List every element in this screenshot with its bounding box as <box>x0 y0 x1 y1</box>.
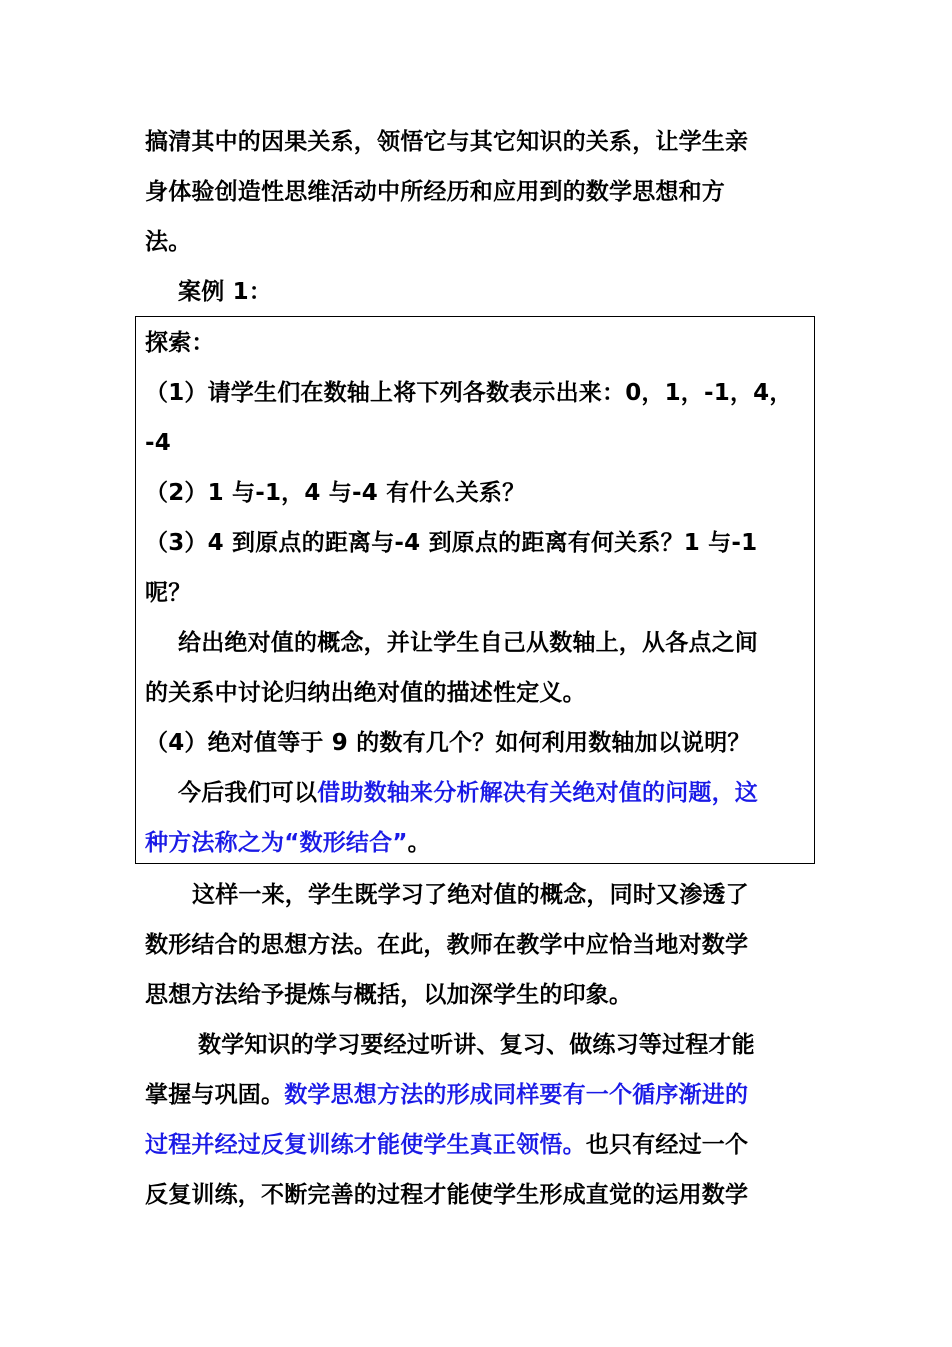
case-title: 案例 1： <box>178 279 273 305</box>
future-suffix: 。 <box>407 830 431 856</box>
concept-line-1: 给出绝对值的概念，并让学生自己从数轴上，从各点之间 <box>178 630 758 656</box>
future-prefix: 今后我们可以 <box>178 780 318 806</box>
para3-line-3-highlight: 过程并经过反复训练才能使学生真正领悟。 <box>145 1132 586 1158</box>
question-3-line-2: 呢？ <box>145 580 192 606</box>
intro-line-2: 身体验创造性思维活动中所经历和应用到的数学思想和方 <box>145 179 725 205</box>
question-1-line-2: -4 <box>145 430 171 456</box>
question-2: （2）1 与-1，4 与-4 有什么关系？ <box>145 480 526 506</box>
question-3-line-1: （3）4 到原点的距离与-4 到原点的距离有何关系？1 与-1 <box>145 530 758 556</box>
para3-line-3 <box>145 1130 748 1160</box>
para3-line-2 <box>145 1080 748 1110</box>
para3-line-4: 反复训练，不断完善的过程才能使学生形成直觉的运用数学 <box>145 1182 749 1208</box>
para2-line-2: 数形结合的思想方法。在此，教师在教学中应恰当地对数学 <box>145 932 749 958</box>
question-1-line-1: （1）请学生们在数轴上将下列各数表示出来：0，1，-1，4， <box>145 380 793 406</box>
box-heading: 探索： <box>145 330 215 356</box>
para2-line-3: 思想方法给予提炼与概括，以加深学生的印象。 <box>145 982 633 1008</box>
para3-line-3-suffix: 也只有经过一个 <box>585 1132 749 1158</box>
para2-line-1: 这样一来，学生既学习了绝对值的概念，同时又渗透了 <box>192 882 749 908</box>
para3-line-1: 数学知识的学习要经过听讲、复习、做练习等过程才能 <box>198 1032 755 1058</box>
concept-line-2: 的关系中讨论归纳出绝对值的描述性定义。 <box>145 680 586 706</box>
future-highlight-1: 借助数轴来分析解决有关绝对值的问题，这 <box>317 780 759 806</box>
intro-line-1: 搞清其中的因果关系，领悟它与其它知识的关系，让学生亲 <box>145 129 749 155</box>
future-highlight-2: 种方法称之为“数形结合” <box>145 830 408 856</box>
para3-line-2-prefix: 掌握与巩固。 <box>145 1082 285 1108</box>
question-4: （4）绝对值等于 9 的数有几个？如何利用数轴加以说明？ <box>145 730 751 756</box>
future-line-1 <box>178 778 758 808</box>
future-line-2 <box>145 828 431 858</box>
para3-line-2-highlight: 数学思想方法的形成同样要有一个循序渐进的 <box>284 1082 749 1108</box>
intro-line-3: 法。 <box>145 229 192 255</box>
